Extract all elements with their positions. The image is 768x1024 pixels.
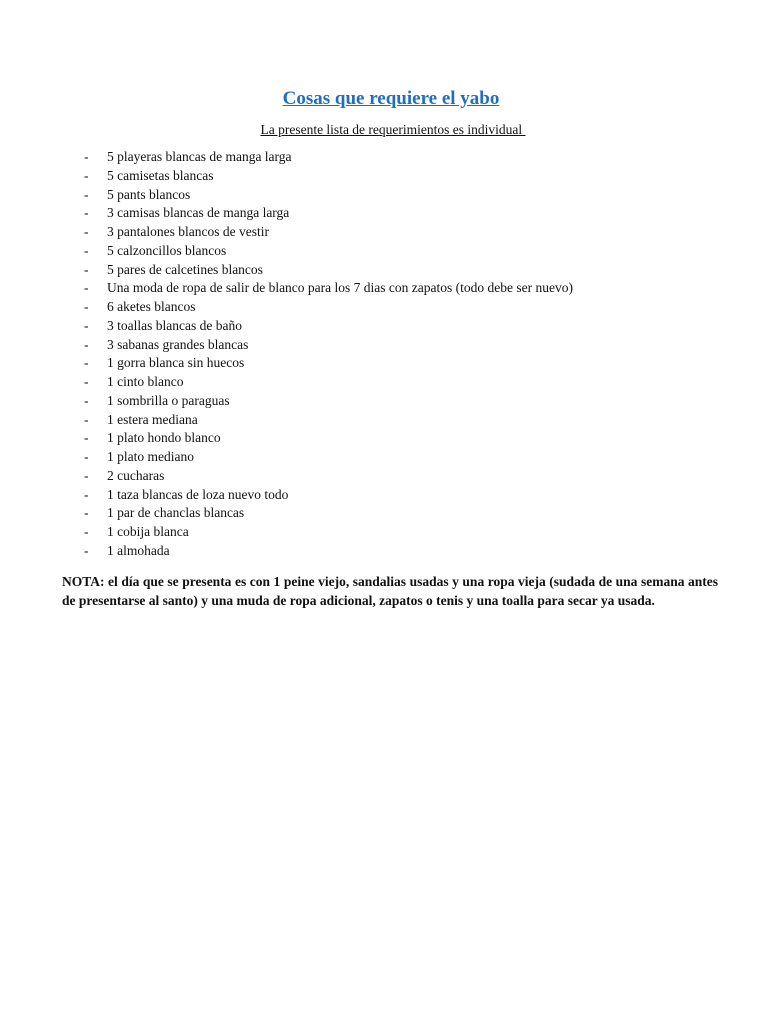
list-item-text: 1 plato mediano	[107, 449, 194, 464]
document-subtitle: La presente lista de requerimientos es individual	[260, 122, 526, 137]
list-item-text: 1 cinto blanco	[107, 374, 184, 389]
list-bullet: -	[84, 167, 89, 183]
list-item	[84, 242, 704, 261]
list-item-text: 1 par de chanclas blancas	[107, 505, 245, 521]
list-bullet: -	[84, 430, 89, 446]
list-bullet: -	[84, 392, 89, 408]
list-bullet: -	[84, 411, 89, 427]
list-item-text: 1 cobija blanca	[107, 524, 189, 539]
list-item-text: 1 sombrilla o paraguas	[107, 392, 230, 408]
list-item-text: 5 camisetas blancas	[107, 167, 214, 183]
list-item	[84, 504, 704, 523]
document-title: Cosas que requiere el yabo	[282, 88, 500, 109]
list-bullet: -	[84, 355, 89, 371]
list-item-text: 1 almohada	[107, 542, 170, 558]
list-item	[84, 223, 704, 242]
list-item	[84, 148, 704, 167]
list-item	[84, 279, 704, 298]
list-item	[84, 429, 704, 448]
list-item	[84, 298, 704, 317]
list-bullet: -	[84, 542, 89, 558]
list-item	[84, 542, 704, 561]
list-bullet: -	[84, 467, 89, 483]
list-item-text: 1 estera mediana	[107, 411, 198, 427]
list-item	[84, 186, 704, 205]
list-item	[84, 392, 704, 411]
list-item	[84, 467, 704, 486]
list-bullet: -	[84, 336, 89, 352]
note-paragraph: NOTA: el día que se presenta es con 1 peine viejo, sandalias usadas y una ropa vieja (sudada de una semana antes de presentarse al santo) y una muda de ropa adicional, zapatos o tenis y una toalla para secar ya usada.	[62, 574, 718, 608]
list-item-text: 3 camisas blancas de manga larga	[107, 205, 290, 221]
list-bullet: -	[84, 205, 89, 221]
list-bullet: -	[84, 449, 89, 464]
list-item	[84, 523, 704, 542]
list-item	[84, 317, 704, 336]
list-item	[84, 336, 704, 355]
list-item	[84, 354, 704, 373]
list-item-text: Una moda de ropa de salir de blanco para los 7 dias con zapatos (todo debe ser nuevo)	[107, 280, 573, 296]
requirements-list	[84, 148, 704, 561]
list-item-text: 1 gorra blanca sin huecos	[107, 355, 245, 371]
list-item	[84, 204, 704, 223]
list-item-text: 5 calzoncillos blancos	[107, 242, 227, 258]
list-item-text: 2 cucharas	[107, 467, 165, 483]
list-item-text: 3 toallas blancas de baño	[107, 317, 242, 333]
list-item-text: 1 taza blancas de loza nuevo todo	[107, 486, 289, 502]
list-bullet: -	[84, 224, 89, 239]
list-bullet: -	[84, 149, 89, 164]
list-bullet: -	[84, 299, 89, 314]
list-bullet: -	[84, 261, 89, 277]
list-item	[84, 411, 704, 430]
list-bullet: -	[84, 486, 89, 502]
list-item	[84, 261, 704, 280]
list-item	[84, 486, 704, 505]
list-bullet: -	[84, 524, 89, 539]
list-bullet: -	[84, 186, 89, 202]
list-bullet: -	[84, 505, 89, 521]
list-item-text: 5 pants blancos	[107, 186, 191, 202]
list-item-text: 3 pantalones blancos de vestir	[107, 224, 269, 239]
list-bullet: -	[84, 374, 89, 389]
list-item-text: 5 pares de calcetines blancos	[107, 261, 263, 277]
list-bullet: -	[84, 317, 89, 333]
list-item-text: 3 sabanas grandes blancas	[107, 336, 249, 352]
list-item-text: 6 aketes blancos	[107, 299, 196, 314]
list-item	[84, 448, 704, 467]
list-item-text: 1 plato hondo blanco	[107, 430, 221, 446]
list-bullet: -	[84, 280, 89, 296]
list-item-text: 5 playeras blancas de manga larga	[107, 149, 292, 164]
list-bullet: -	[84, 242, 89, 258]
list-item	[84, 167, 704, 186]
list-item	[84, 373, 704, 392]
